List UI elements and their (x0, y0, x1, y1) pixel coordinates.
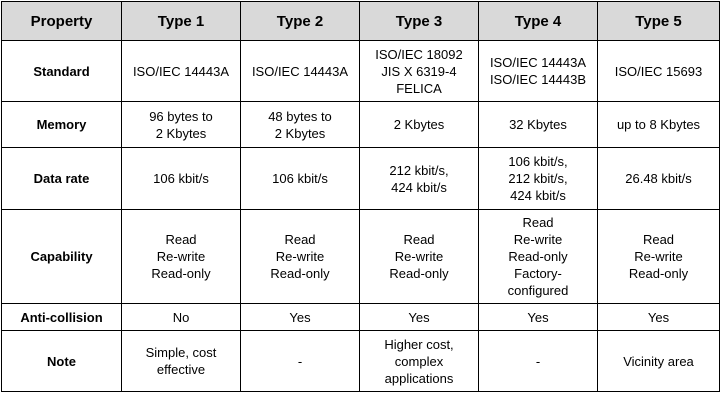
row-label-anti-collision: Anti-collision (2, 304, 122, 331)
cell-note-type-5: Vicinity area (598, 331, 720, 392)
cell-anti-collision-type-3: Yes (360, 304, 479, 331)
header-type-1: Type 1 (122, 2, 241, 41)
table-row-note (2, 331, 720, 392)
cell-capability-type-5: Read Re-write Read-only (598, 210, 720, 304)
cell-standard-type-5: ISO/IEC 15693 (598, 41, 720, 102)
row-label-note: Note (2, 331, 122, 392)
cell-memory-type-2: 48 bytes to 2 Kbytes (241, 102, 360, 148)
cell-anti-collision-type-2: Yes (241, 304, 360, 331)
cell-data-rate-type-4: 106 kbit/s, 212 kbit/s, 424 kbit/s (479, 148, 598, 210)
table-row-data-rate (2, 148, 720, 210)
cell-data-rate-type-2: 106 kbit/s (241, 148, 360, 210)
table-row-memory (2, 102, 720, 148)
cell-capability-type-1: Read Re-write Read-only (122, 210, 241, 304)
cell-note-type-3: Higher cost, complex applications (360, 331, 479, 392)
header-type-4: Type 4 (479, 2, 598, 41)
cell-standard-type-4: ISO/IEC 14443A ISO/IEC 14443B (479, 41, 598, 102)
cell-anti-collision-type-1: No (122, 304, 241, 331)
cell-memory-type-4: 32 Kbytes (479, 102, 598, 148)
header-property: Property (2, 2, 122, 41)
cell-note-type-1: Simple, cost effective (122, 331, 241, 392)
cell-note-type-4: - (479, 331, 598, 392)
row-label-capability: Capability (2, 210, 122, 304)
header-type-2: Type 2 (241, 2, 360, 41)
row-label-data-rate: Data rate (2, 148, 122, 210)
cell-memory-type-3: 2 Kbytes (360, 102, 479, 148)
cell-memory-type-1: 96 bytes to 2 Kbytes (122, 102, 241, 148)
row-label-standard: Standard (2, 41, 122, 102)
cell-note-type-2: - (241, 331, 360, 392)
cell-memory-type-5: up to 8 Kbytes (598, 102, 720, 148)
header-type-5: Type 5 (598, 2, 720, 41)
cell-data-rate-type-3: 212 kbit/s, 424 kbit/s (360, 148, 479, 210)
table-row-capability (2, 210, 720, 304)
nfc-tag-types-table (1, 1, 720, 392)
header-type-3: Type 3 (360, 2, 479, 41)
cell-capability-type-4: Read Re-write Read-only Factory- configured (479, 210, 598, 304)
cell-capability-type-2: Read Re-write Read-only (241, 210, 360, 304)
cell-anti-collision-type-5: Yes (598, 304, 720, 331)
cell-data-rate-type-5: 26.48 kbit/s (598, 148, 720, 210)
cell-capability-type-3: Read Re-write Read-only (360, 210, 479, 304)
row-label-memory: Memory (2, 102, 122, 148)
cell-standard-type-2: ISO/IEC 14443A (241, 41, 360, 102)
cell-standard-type-3: ISO/IEC 18092 JIS X 6319-4 FELICA (360, 41, 479, 102)
table-row-standard (2, 41, 720, 102)
table-row-anti-collision (2, 304, 720, 331)
cell-anti-collision-type-4: Yes (479, 304, 598, 331)
header-row (2, 2, 720, 41)
cell-standard-type-1: ISO/IEC 14443A (122, 41, 241, 102)
cell-data-rate-type-1: 106 kbit/s (122, 148, 241, 210)
